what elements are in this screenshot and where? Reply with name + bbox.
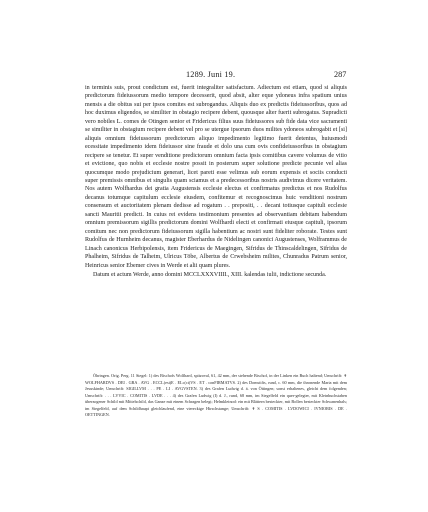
charter-paragraph: in terminis suis, prout condictum est, fuerit integraliter satisfactum. Adiectum est etiam, quod si aliquis predictorum fideiussorum medio tempore decesserit, quod absit, alter eque ydoneus infra spatium unius mensis a die obitus sui per ipsos comites est subrogandus. Aliquis duo ex predictis fideiussoribus, quos ad hoc duximus eligendos, se similiter in obstagio recipere debent, quousque alter fuerit subrogatus. Supradicti vero nobiles L. comes de Otingen senior et Fridericus filius suus fideiussores sub fide data vice sacramenti se similiter in obstagium recipere debent vel pro se utergue ipsorum duos milites ydoneos subrogabit et [si] aliquis omnium fideiussorum predictorum aliquo impedimento legitimo fuerit detentus, huiusmodi ecessitate impedimento idem fideiussor sine fraude et dolo una cum ovis confideiussoribus in obstagium recipere se tenetur. Et super venditione predictorum omnium facta ipsis comitibus cavere volumus de vitio et evictione, quo nobis et ecclesie nostre possit in posterum super solutione predicte pecunie vel alias quocumque modo prejudicium generari, licet pareti esse velimus sub eorum expensis et sociis conducti super premissis omnibus et singulis quam sciamus et a predecessoribus nostris audivimus dicere veritatem. Nos autem Wolfhardus dei gratia Augustensis ecclesie electus et confirmatus predictus et nos Rudolfus decanus totumque capitulum ecclesie eiusdem, confitemur et recognoscimus huic venditioni nostrum consensum et auctoritatem plenam dedisse ad rogatum . . prepositi, . . decani totiusque capituli ecclesie sancti Mauritii predicti. In cuius rei evidens testimonium presentes ad observantiam debitam habendum omnium premissorum sigillis predictorum domini Wolfhardi electi et confirmati eiusque capituli, ipsorum comitum nec non predictorum fideiussorum sigilla habentium ac nostri sunt fideliter roborate. Testes sunt Rudolfus de Hurnheim decanus, magister Eberhardus de Nidelingen canonici Augustenses, Wolframmus de Linach canonicus Herbipolensis, item Fridericus de Maegingen, Sifridus de Thinscaldelingen, Sifridus de Phalheim, Sifridus de Talheim, Ulricus Töbe, Albertus de Crwebsheim milites, Chunradus Patrum senior, Heinricus senior Ebemer cives in Werde et alii quam plures. xyxy=(85,85,347,269)
charter-text xyxy=(85,84,347,279)
header-date: 1289. Juni 19. xyxy=(186,70,236,79)
dating-clause: Datum et actum Werde, anno domini MCCLXXXVIIII., XIII. kalendas iulii, indictione secunda. xyxy=(93,271,327,278)
running-header xyxy=(0,69,428,81)
page-number: 287 xyxy=(334,70,347,79)
seal-description-note: Öhringen. Orig. Perg. 11 Siegel: 1) des Bischofs Wolfhard, spitzoval, 61, 42 mm, der stehende Bischof, in der Linken ein Buch haltend; Umschrift: ✝ WOLFHARDVS . DEI . GRA . AVG . ECCL(esi)E . ELc(ct)VS . ET . conFIRMATVS. 2) des Domstifts, rund, c. 60 mm, die thronende Maria mit dem Jesuskinde; Umschrift: SIGILLVM . . . PE . LI . AVGVSTEN. 3) des Grafen Ludwig d. ä. von Öttingen; sonst erhaltenes, gleicht dem folgenden; Umschrift: . . . LVVIC . COMITIS . LVDE . . . 4) des Grafen Ludwig (I) d. J., rund, 68 mm, im Siegelfeld ein quer-gelegter, mit Kleinbuchstaben überzogener Schild mit Mittelschild, das Ganze mit einem Schragen belegt; Helmkleinod: ein mit Blättern besteckter, mit Bollen besteckter Schwanenhals; im Siegelfeld, auf dem Schildhaupt gleichlaufend, eine viereckige Hirschstange; Umschrift: ✝ S . COMITIS . LVDOWICI . IVNIORIS . DE . OETTINGEN. xyxy=(85,373,347,418)
footnotes xyxy=(85,373,347,419)
